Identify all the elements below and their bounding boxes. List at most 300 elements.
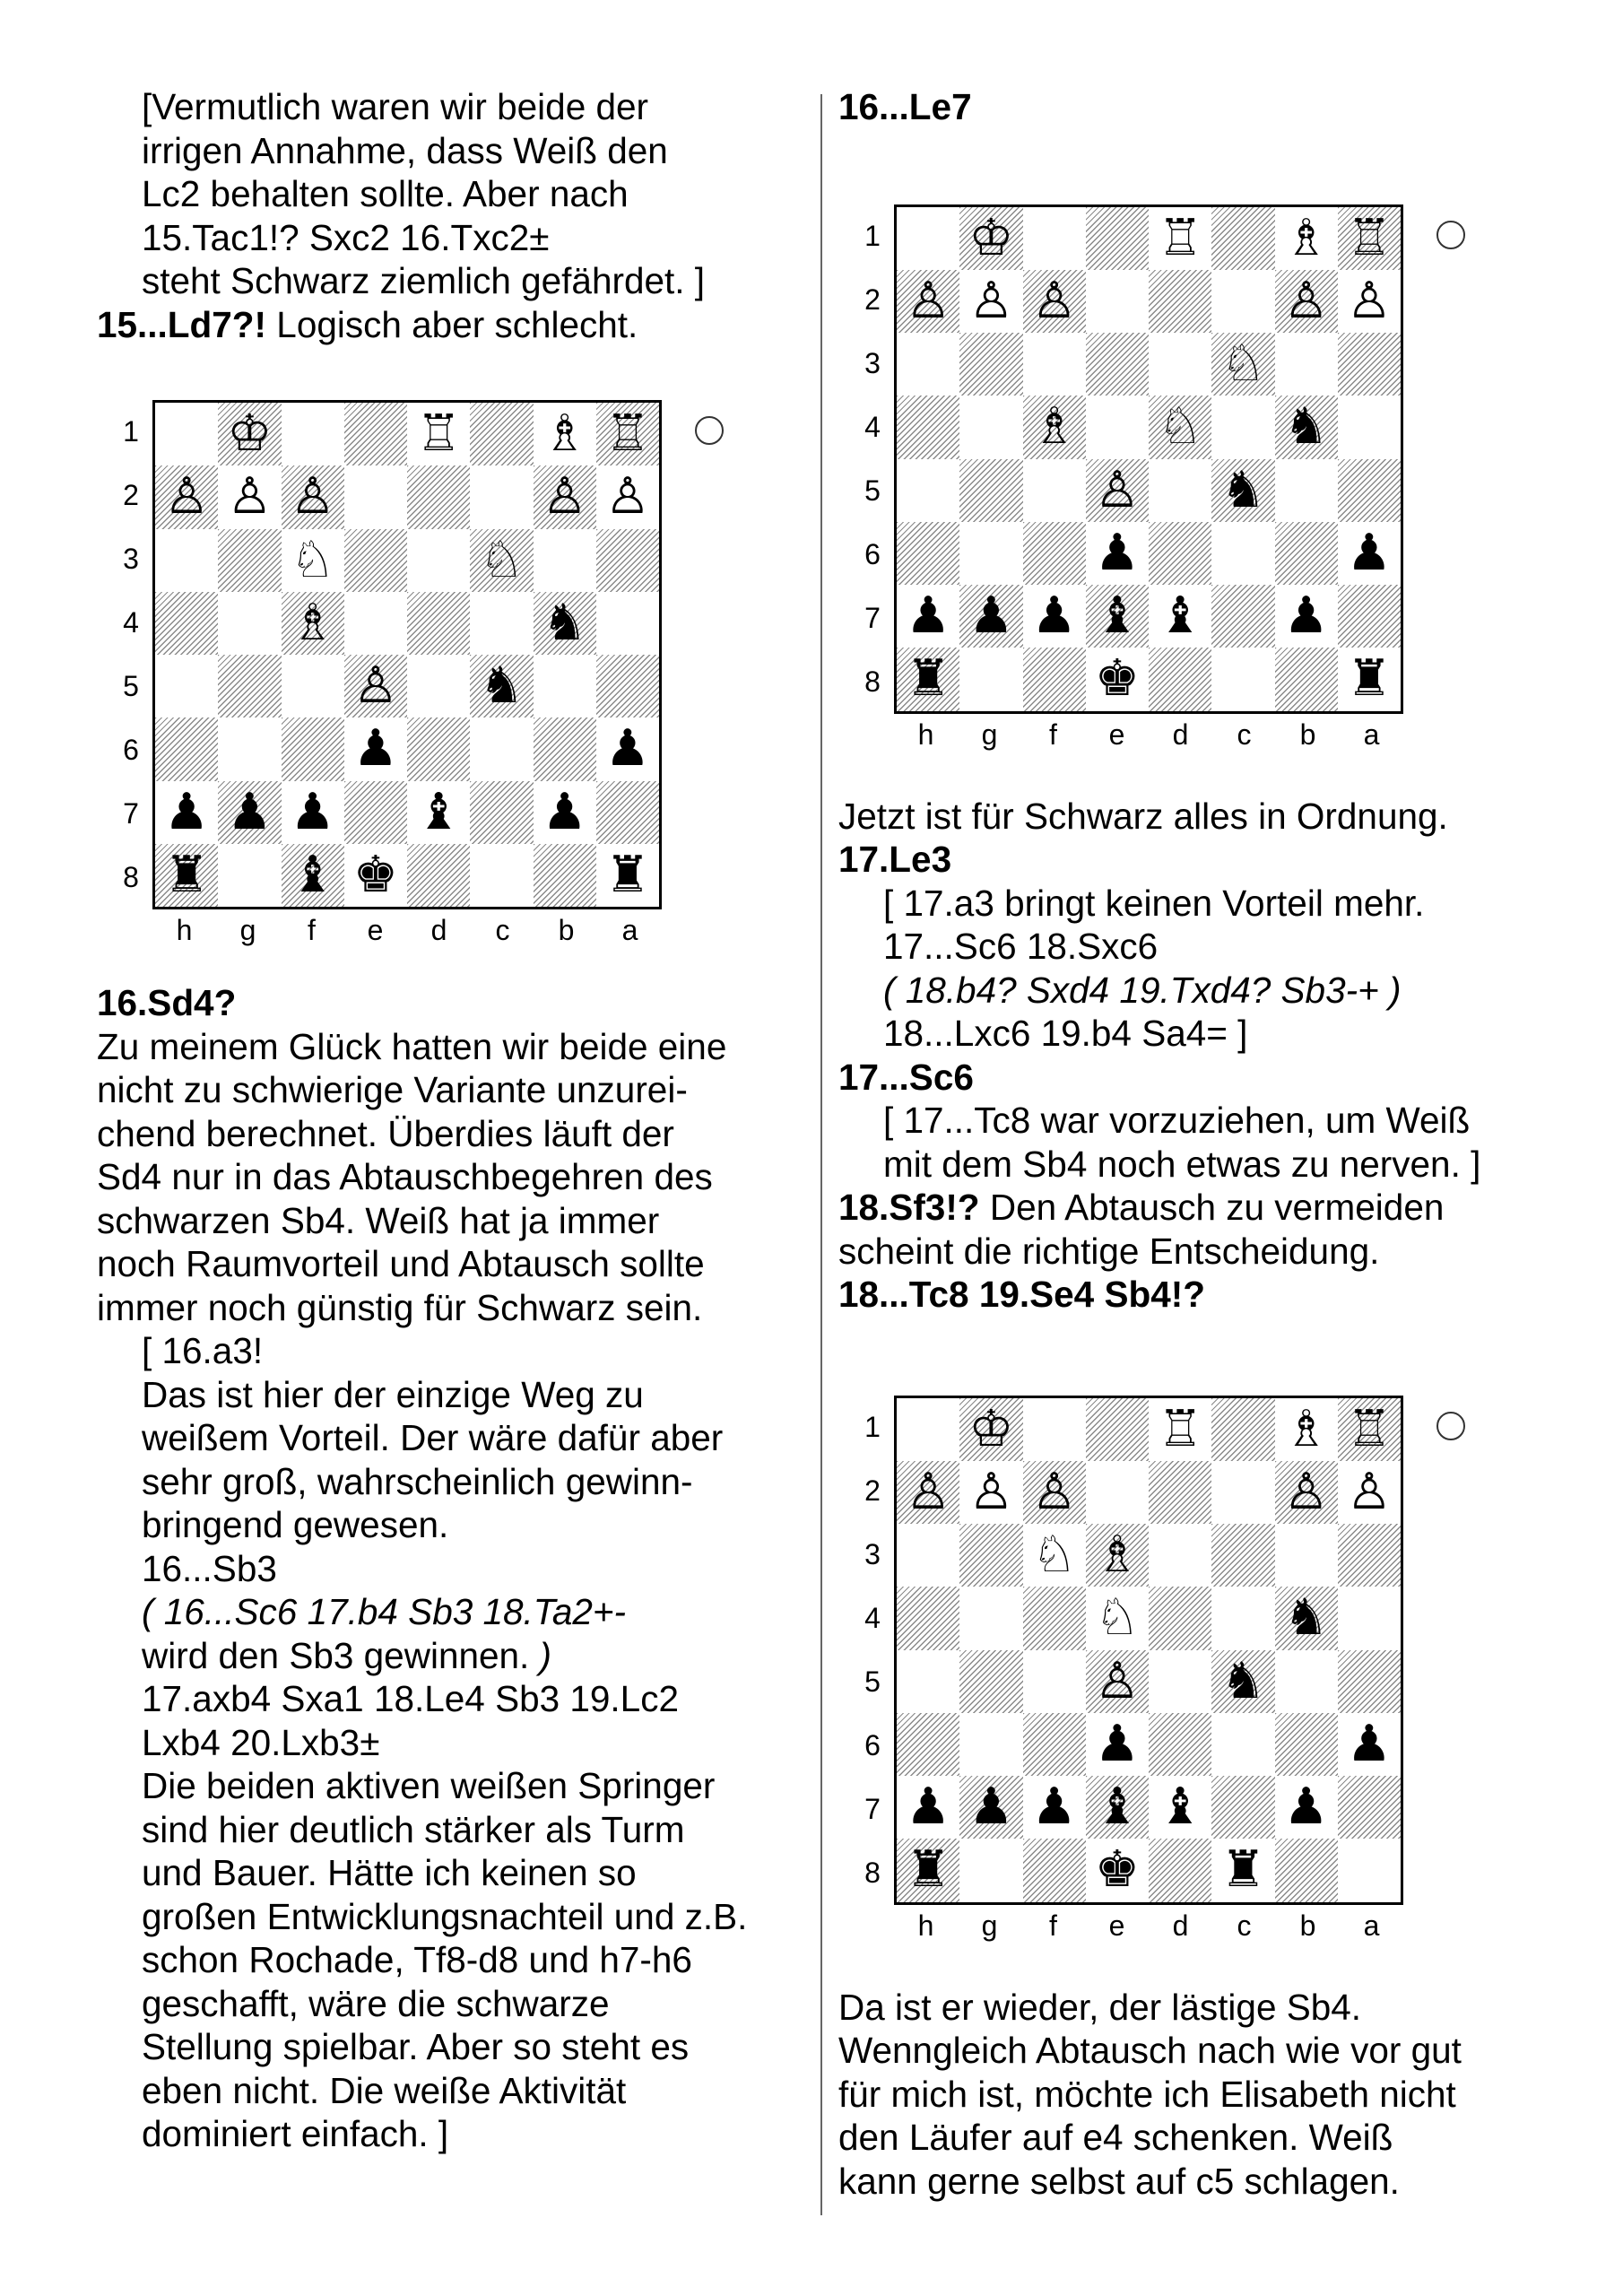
move-notation: 17.Le3 (838, 839, 952, 880)
board-square (897, 1650, 959, 1713)
white-knight-icon: ♘ (290, 530, 335, 589)
board-square (534, 403, 596, 465)
board-square (534, 655, 596, 718)
text-line: Sd4 nur in das Abtauschbegehren des (97, 1156, 713, 1197)
black-pawn-icon: ♟ (1094, 523, 1140, 582)
board-square (1211, 333, 1274, 396)
black-pawn-icon: ♟ (906, 1778, 951, 1837)
board-square (282, 718, 344, 780)
text-line: mit dem Sb4 noch etwas zu nerven. ] (883, 1143, 1481, 1185)
board-square (534, 718, 596, 780)
column-divider (820, 94, 822, 2215)
text-line: Jetzt ist für Schwarz alles in Ordnung. (838, 795, 1448, 837)
board-square (1086, 270, 1149, 333)
board-square (1023, 207, 1086, 270)
text-line: 16...Sb3 (142, 1547, 277, 1589)
board-square (897, 1776, 959, 1839)
rank-labels (113, 400, 149, 909)
board-square (344, 592, 407, 655)
white-rook-icon: ♖ (604, 404, 650, 464)
board-square (1211, 1398, 1274, 1461)
board-square (1338, 1461, 1401, 1524)
text-line: steht Schwarz ziemlich gefährdet. ] (142, 260, 706, 301)
board-square (596, 781, 659, 844)
board-square (1086, 1713, 1149, 1776)
text-line: 18...Lxc6 19.b4 Sa4= ] (883, 1013, 1248, 1054)
black-pawn-icon: ♟ (1283, 587, 1329, 646)
black-pawn-icon: ♟ (604, 719, 650, 778)
board-square (344, 529, 407, 592)
board-square (959, 270, 1022, 333)
board-square (1338, 459, 1401, 522)
board-square (407, 529, 470, 592)
text-line: chend berechnet. Überdies läuft der (97, 1112, 674, 1154)
board-square (407, 781, 470, 844)
board-square (897, 585, 959, 648)
text-line: [Vermutlich waren wir beide der (142, 86, 649, 127)
board-square (1023, 270, 1086, 333)
file-labels (894, 716, 1403, 753)
file-label: d (1172, 1909, 1189, 1942)
white-bishop-icon: ♗ (290, 593, 335, 652)
file-label: a (1363, 1909, 1380, 1942)
chessboard (894, 1396, 1403, 1905)
file-labels (152, 911, 662, 949)
white-bishop-icon: ♗ (1094, 1526, 1140, 1585)
white-pawn-icon: ♙ (1094, 460, 1140, 519)
board-square (1275, 1839, 1338, 1901)
board-square (959, 459, 1022, 522)
rank-label: 6 (864, 1728, 881, 1761)
board-square (155, 718, 218, 780)
board-square (959, 1398, 1022, 1461)
board-square (1338, 1587, 1401, 1649)
board-square (897, 270, 959, 333)
board-square (407, 465, 470, 528)
rank-label: 2 (123, 479, 139, 511)
white-pawn-icon: ♙ (906, 1462, 951, 1521)
text-line: Stellung spielbar. Aber so steht es (142, 2026, 690, 2067)
board-square (155, 844, 218, 907)
board-square (534, 592, 596, 655)
text-span: ) (539, 1634, 552, 1676)
text-line: Lc2 behalten sollte. Aber nach (142, 173, 629, 214)
white-rook-icon: ♖ (1346, 1399, 1392, 1458)
board-square (959, 1524, 1022, 1587)
board-square (1338, 1650, 1401, 1713)
board-square (1211, 648, 1274, 710)
board-square (1149, 1524, 1211, 1587)
rank-label: 8 (123, 861, 139, 893)
board-square (1023, 1524, 1086, 1587)
board-square (897, 207, 959, 270)
text-line: Wenngleich Abtausch nach wie vor gut (838, 2030, 1462, 2071)
board-square (1023, 648, 1086, 710)
text-line: kann gerne selbst auf c5 schlagen. (838, 2160, 1400, 2202)
board-square (1149, 522, 1211, 585)
text-line: Das ist hier der einzige Weg zu (142, 1373, 644, 1415)
file-label: e (1108, 718, 1125, 751)
board-square (1149, 1587, 1211, 1649)
board-square (1023, 459, 1086, 522)
board-square (470, 465, 533, 528)
file-label: b (1299, 718, 1316, 751)
board-square (596, 592, 659, 655)
rank-label: 4 (864, 1601, 881, 1634)
rank-label: 6 (864, 537, 881, 570)
text-line: nicht zu schwierige Variante unzurei- (97, 1069, 688, 1110)
file-label: g (239, 914, 256, 946)
board-square (959, 396, 1022, 458)
text-line: Die beiden aktiven weißen Springer (142, 1765, 716, 1806)
board-square (1338, 1776, 1401, 1839)
white-rook-icon: ♖ (1158, 208, 1203, 267)
black-pawn-icon: ♟ (1346, 523, 1392, 582)
white-rook-icon: ♖ (416, 404, 462, 464)
board-square (1149, 207, 1211, 270)
board-square (1149, 333, 1211, 396)
board-square (470, 781, 533, 844)
black-king-icon: ♚ (1094, 1840, 1140, 1900)
rank-label: 8 (864, 665, 881, 698)
board-square (959, 207, 1022, 270)
board-square (897, 648, 959, 710)
file-label: e (367, 914, 384, 946)
board-square (596, 465, 659, 528)
text-line: eben nicht. Die weiße Aktivität (142, 2069, 627, 2111)
board-square (1149, 1650, 1211, 1713)
move-notation: 18.Sf3!? (838, 1187, 980, 1228)
chessboard (894, 204, 1403, 714)
white-pawn-icon: ♙ (1346, 271, 1392, 330)
board-square (218, 844, 281, 907)
board-square (897, 1524, 959, 1587)
black-pawn-icon: ♟ (542, 782, 587, 841)
board-square (1086, 1776, 1149, 1839)
file-label: d (430, 914, 447, 946)
board-square (596, 655, 659, 718)
board-square (897, 459, 959, 522)
black-rook-icon: ♜ (1346, 649, 1392, 709)
white-pawn-icon: ♙ (1283, 271, 1329, 330)
black-pawn-icon: ♟ (1346, 1714, 1392, 1773)
comment-block (838, 1986, 1574, 2204)
board-square (1086, 1650, 1149, 1713)
board-square (344, 465, 407, 528)
black-pawn-icon: ♟ (1031, 587, 1077, 646)
board-square (1275, 1461, 1338, 1524)
board-square (1275, 1398, 1338, 1461)
white-pawn-icon: ♙ (1031, 271, 1077, 330)
board-square (1086, 522, 1149, 585)
board-square (1211, 1524, 1274, 1587)
board-square (218, 781, 281, 844)
file-label: b (1299, 1909, 1316, 1942)
board-square (470, 718, 533, 780)
text-line: [ 16.a3! (142, 1330, 264, 1371)
board-square (1338, 207, 1401, 270)
file-label: g (981, 1909, 998, 1942)
rank-label: 6 (123, 734, 139, 766)
board-square (407, 655, 470, 718)
rank-label: 2 (864, 1474, 881, 1507)
board-square (155, 781, 218, 844)
move-notation: 15...Ld7?! (97, 303, 267, 345)
move-notation: 16.Sd4? (97, 982, 237, 1023)
move-notation: 17...Sc6 (838, 1056, 974, 1098)
text-line: 15.Tac1!? Sxc2 16.Txc2± (142, 216, 550, 258)
board-square (1149, 1461, 1211, 1524)
move-line (838, 1186, 1574, 1230)
rank-label: 4 (123, 606, 139, 639)
rank-label: 1 (864, 1410, 881, 1443)
board-square (282, 529, 344, 592)
board-square (1023, 1587, 1086, 1649)
board-square (1086, 1524, 1149, 1587)
rank-label: 1 (123, 415, 139, 448)
board-square (1211, 207, 1274, 270)
black-knight-icon: ♞ (1283, 1588, 1329, 1648)
board-square (1086, 207, 1149, 270)
text-line: irrigen Annahme, dass Weiß den (142, 129, 668, 171)
white-pawn-icon: ♙ (290, 467, 335, 526)
file-label: c (1237, 1909, 1252, 1942)
board-square (218, 655, 281, 718)
board-square (897, 1461, 959, 1524)
board-square (1338, 1524, 1401, 1587)
board-square (959, 522, 1022, 585)
black-knight-icon: ♞ (542, 593, 587, 652)
black-pawn-icon: ♟ (164, 782, 210, 841)
board-square (897, 333, 959, 396)
board-square (218, 465, 281, 528)
rank-label: 7 (864, 601, 881, 634)
black-bishop-icon: ♝ (416, 782, 462, 841)
board-square (1211, 1587, 1274, 1649)
board-square (1338, 396, 1401, 458)
text-line: sind hier deutlich stärker als Turm (142, 1808, 685, 1850)
white-knight-icon: ♘ (1220, 335, 1266, 394)
file-label: e (1108, 1909, 1125, 1942)
board-square (218, 592, 281, 655)
board-square (155, 655, 218, 718)
black-bishop-icon: ♝ (1094, 1778, 1140, 1837)
board-square (1086, 648, 1149, 710)
board-square (1275, 1776, 1338, 1839)
text-line: ( 18.b4? Sxd4 19.Txd4? Sb3-+ ) (883, 969, 1402, 1011)
board-square (155, 592, 218, 655)
board-square (534, 781, 596, 844)
black-bishop-icon: ♝ (1158, 1778, 1203, 1837)
board-square (282, 592, 344, 655)
text-line: großen Entwicklungsnachteil und z.B. (142, 1895, 748, 1937)
file-label: a (621, 914, 638, 946)
board-square (218, 403, 281, 465)
file-label: d (1172, 718, 1189, 751)
text-line: immer noch günstig für Schwarz sein. (97, 1286, 703, 1328)
board-square (1211, 270, 1274, 333)
rank-label: 1 (864, 219, 881, 252)
black-king-icon: ♚ (352, 845, 398, 904)
text-line: 17.axb4 Sxa1 18.Le4 Sb3 19.Lc2 (142, 1678, 679, 1719)
rank-labels (855, 1396, 890, 1905)
file-label: h (917, 1909, 934, 1942)
board-square (596, 403, 659, 465)
file-label: f (308, 914, 316, 946)
board-square (344, 655, 407, 718)
white-knight-icon: ♘ (1031, 1526, 1077, 1585)
black-pawn-icon: ♟ (1031, 1778, 1077, 1837)
board-square (344, 781, 407, 844)
board-square (1086, 1398, 1149, 1461)
move-comment: Logisch aber schlecht. (266, 303, 638, 345)
board-square (1275, 459, 1338, 522)
move-comment: Den Abtausch zu vermeiden (979, 1187, 1445, 1228)
white-pawn-icon: ♙ (164, 467, 210, 526)
text-line: schon Rochade, Tf8-d8 und h7-h6 (142, 1939, 692, 1980)
board-square (1211, 1461, 1274, 1524)
board-square (959, 333, 1022, 396)
white-pawn-icon: ♙ (604, 467, 650, 526)
board-square (407, 592, 470, 655)
move-notation: 18...Tc8 19.Se4 Sb4!? (838, 1274, 1205, 1315)
board-square (959, 1776, 1022, 1839)
board-square (959, 648, 1022, 710)
board-square (1275, 522, 1338, 585)
board-square (1023, 1713, 1086, 1776)
board-square (1086, 585, 1149, 648)
board-square (1275, 396, 1338, 458)
white-pawn-icon: ♙ (968, 271, 1014, 330)
board-square (897, 522, 959, 585)
white-knight-icon: ♘ (479, 530, 525, 589)
board-square (1023, 396, 1086, 458)
black-pawn-icon: ♟ (1283, 1778, 1329, 1837)
text-line: für mich ist, möchte ich Elisabeth nicht (838, 2073, 1456, 2115)
text-span: wird den Sb3 gewinnen. (142, 1634, 540, 1676)
rank-label: 5 (864, 1665, 881, 1698)
board-square (596, 718, 659, 780)
file-label: b (558, 914, 575, 946)
board-square (1086, 1839, 1149, 1901)
white-bishop-icon: ♗ (542, 404, 587, 464)
white-king-icon: ♔ (227, 404, 273, 464)
text-line: bringend gewesen. (142, 1504, 449, 1545)
text-line: 17...Sc6 18.Sxc6 (883, 926, 1159, 967)
board-square (407, 403, 470, 465)
black-pawn-icon: ♟ (968, 587, 1014, 646)
black-pawn-icon: ♟ (352, 719, 398, 778)
board-square (218, 529, 281, 592)
rank-label: 8 (864, 1856, 881, 1889)
board-square (407, 718, 470, 780)
board-square (1023, 333, 1086, 396)
board-square (534, 465, 596, 528)
board-square (897, 1839, 959, 1901)
white-bishop-icon: ♗ (1031, 397, 1077, 457)
text-line: Lxb4 20.Lxb3± (142, 1721, 380, 1763)
white-pawn-icon: ♙ (906, 271, 951, 330)
side-to-move-circle-icon (1436, 1412, 1465, 1440)
white-pawn-icon: ♙ (1094, 1651, 1140, 1710)
annotation-block (97, 85, 814, 303)
board-square (1338, 648, 1401, 710)
board-square (1275, 207, 1338, 270)
text-line: weißem Vorteil. Der wäre dafür aber (142, 1417, 724, 1458)
board-square (596, 529, 659, 592)
rank-label: 3 (864, 346, 881, 379)
board-square (1338, 1713, 1401, 1776)
board-square (282, 781, 344, 844)
black-knight-icon: ♞ (1220, 460, 1266, 519)
chessboard (152, 400, 662, 909)
board-square (534, 529, 596, 592)
file-label: a (1363, 718, 1380, 751)
board-square (1149, 396, 1211, 458)
board-square (1023, 1650, 1086, 1713)
white-king-icon: ♔ (968, 208, 1014, 267)
text-line: dominiert einfach. ] (142, 2113, 449, 2154)
board-square (596, 844, 659, 907)
board-square (1023, 1839, 1086, 1901)
rank-label: 3 (123, 543, 139, 575)
board-square (1149, 459, 1211, 522)
text-line (97, 1634, 814, 1678)
board-square (1338, 522, 1401, 585)
white-knight-icon: ♘ (1094, 1588, 1140, 1648)
board-square (897, 1398, 959, 1461)
text-line: Zu meinem Glück hatten wir beide eine (97, 1025, 727, 1067)
file-label: f (1049, 718, 1057, 751)
board-square (897, 1587, 959, 1649)
black-pawn-icon: ♟ (906, 587, 951, 646)
rank-labels (855, 204, 890, 714)
white-pawn-icon: ♙ (1031, 1462, 1077, 1521)
board-square (1086, 459, 1149, 522)
variation-block (97, 1329, 814, 2156)
board-square (1338, 585, 1401, 648)
board-square (1023, 1776, 1086, 1839)
rank-label: 7 (123, 797, 139, 830)
board-square (1086, 1587, 1149, 1649)
white-pawn-icon: ♙ (968, 1462, 1014, 1521)
board-square (344, 718, 407, 780)
board-square (1149, 1839, 1211, 1901)
chess-diagram (838, 1396, 1538, 1970)
board-square (1338, 270, 1401, 333)
move-line (97, 303, 814, 347)
board-square (282, 655, 344, 718)
board-square (1086, 1461, 1149, 1524)
board-square (897, 396, 959, 458)
board-square (470, 655, 533, 718)
rank-label: 5 (123, 670, 139, 702)
board-square (1338, 333, 1401, 396)
board-square (1275, 1713, 1338, 1776)
board-square (959, 1461, 1022, 1524)
board-square (1338, 1398, 1401, 1461)
board-square (155, 529, 218, 592)
file-label: f (1049, 1909, 1057, 1942)
text-line: ( 16...Sc6 17.b4 Sb3 18.Ta2+- (142, 1591, 627, 1632)
board-square (959, 1713, 1022, 1776)
black-pawn-icon: ♟ (968, 1778, 1014, 1837)
board-square (344, 403, 407, 465)
file-label: h (917, 718, 934, 751)
board-square (1149, 1776, 1211, 1839)
board-square (282, 844, 344, 907)
black-rook-icon: ♜ (906, 649, 951, 709)
